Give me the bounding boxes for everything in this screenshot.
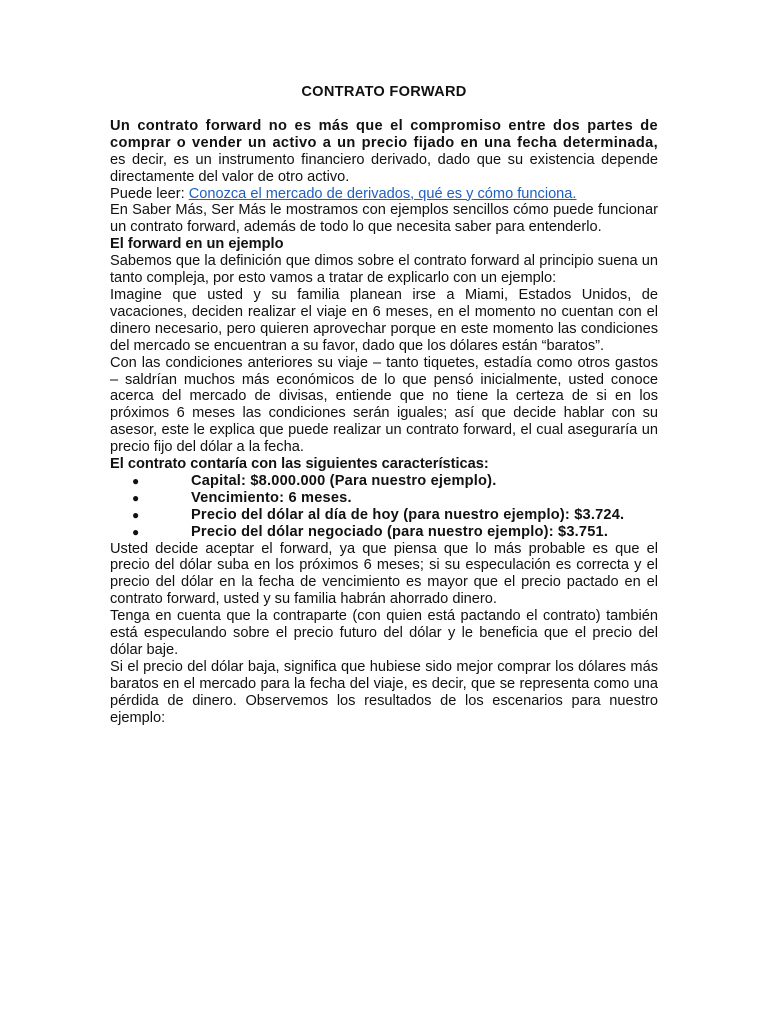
- paragraph-definition-complex: Sabemos que la definición que dimos sobre el contrato forward al principio suena un tanto compleja, por esto vamos a tratar de explicarlo con un ejemplo:: [110, 253, 658, 287]
- characteristics-title: El contrato contaría con las siguientes características:: [110, 456, 489, 473]
- bullet-icon: ●: [132, 473, 140, 488]
- paragraph-price-drops: Si el precio del dólar baja, significa que hubiese sido mejor comprar los dólares más baratos en el mercado para la fecha del viaje, es decir, que se representa como una pérdida de dinero. Observemos los resultados de los escenarios para nuestro ejemplo:: [110, 658, 658, 726]
- derivatives-article-link[interactable]: Conozca el mercado de derivados, qué es y cómo funciona.: [188, 185, 577, 202]
- bullet-icon: ●: [132, 507, 140, 522]
- read-more-line: [110, 186, 658, 203]
- list-item-text: Capital: $8.000.000 (Para nuestro ejemplo).: [191, 472, 497, 489]
- document-page: [110, 84, 658, 727]
- paragraph-miami-trip: Imagine que usted y su familia planean irse a Miami, Estados Unidos, de vacaciones, deciden realizar el viaje en 6 meses, en el momento no cuentan con el dinero necesario, pero quieren aprovechar porque en este momento las condiciones del mercado se encuentran a su favor, dado que los dólares están “baratos”.: [110, 286, 658, 354]
- intro-paragraph: [110, 118, 658, 186]
- list-item: [110, 490, 658, 507]
- bullet-icon: ●: [132, 490, 140, 505]
- intro-definition: Un contrato forward no es más que el compromiso entre dos partes de comprar o vender un activo a un precio fijado en una fecha determinada,: [110, 117, 658, 151]
- read-more-label: Puede leer:: [110, 185, 189, 202]
- list-item: [110, 524, 658, 541]
- paragraph-counterparty: Tenga en cuenta que la contraparte (con quien está pactando el contrato) también está especulando sobre el precio futuro del dólar y le beneficia que el precio del dólar baje.: [110, 608, 658, 658]
- heading-forward-example: El forward en un ejemplo: [110, 236, 284, 253]
- paragraph-trip-conditions: Con las condiciones anteriores su viaje – tanto tiquetes, estadía como otros gastos – saldrían muchos más económicos de lo que pensó inicialmente, usted conoce acerca del mercado de divisas, entiende que no tiene la certeza de si en los próximos 6 meses las condiciones serán iguales; así que decide hablar con su asesor, este le explica que puede realizar un contrato forward, el cual aseguraría un precio fijo del dólar a la fecha.: [110, 354, 658, 456]
- list-item-text: Vencimiento: 6 meses.: [191, 489, 352, 506]
- paragraph-saber-mas: En Saber Más, Ser Más le mostramos con ejemplos sencillos cómo puede funcionar un contrato forward, además de todo lo que necesita saber para entenderlo.: [110, 202, 658, 236]
- list-item-text: Precio del dólar negociado (para nuestro ejemplo): $3.751.: [191, 523, 609, 540]
- characteristics-list: [110, 473, 658, 541]
- list-item: [110, 507, 658, 524]
- list-item: [110, 473, 658, 490]
- document-title: CONTRATO FORWARD: [301, 84, 467, 100]
- intro-continuation: es decir, es un instrumento financiero derivado, dado que su existencia depende directamente del valor de otro activo.: [110, 151, 658, 185]
- bullet-icon: ●: [132, 524, 140, 539]
- list-item-text: Precio del dólar al día de hoy (para nuestro ejemplo): $3.724.: [191, 506, 625, 523]
- paragraph-accept-forward: Usted decide aceptar el forward, ya que piensa que lo más probable es que el precio del dólar suba en los próximos 6 meses; si su especulación es correcta y el precio del dólar en la fecha de vencimiento es mayor que el precio pactado en el contrato forward, usted y su familia habrán ahorrado dinero.: [110, 540, 658, 608]
